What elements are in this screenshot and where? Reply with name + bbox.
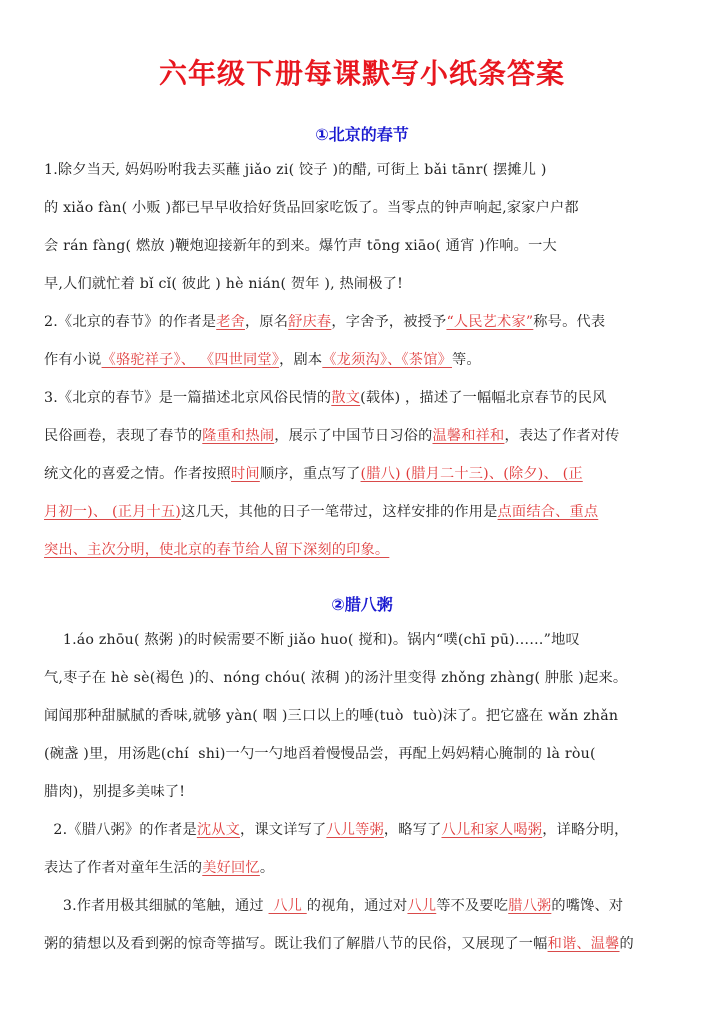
text: jiǎo zi( 饺子 )的醋, 可街上 bǎi tānr( 摆摊儿 ) — [244, 162, 547, 178]
s2-q1-line1 — [44, 630, 684, 650]
answer: 突出、主次分明，使北京的春节给人留下深刻的印象。 — [44, 542, 390, 558]
s1-q3-line5 — [44, 540, 684, 560]
text: 民俗画卷，表现了春节的 — [44, 428, 203, 444]
text: ，课文详写了 — [240, 822, 327, 838]
answer: 和谐、温馨 — [547, 936, 620, 952]
text: 早,人们就忙着 bǐ cǐ( 彼此 ) hè nián( 贺年 ), 热闹极了! — [44, 276, 403, 292]
text: ，表达了作者对传 — [504, 428, 620, 444]
text: 3.《北京的春节》是一篇描述北京风俗民情的 — [44, 390, 332, 406]
s1-q1-line4 — [44, 274, 684, 294]
section-heading-laba-porridge: ②腊八粥 — [331, 595, 393, 614]
answer: 温馨和祥和 — [432, 428, 505, 444]
s1-q3-line3 — [44, 464, 684, 484]
answer: 八儿和家人喝粥 — [441, 822, 543, 838]
text: 。 — [259, 860, 275, 876]
answer: 散文 — [331, 390, 361, 406]
text: 粥的猜想以及看到粥的惊奇等描写。既让我们了解腊八节的民俗，又展现了一幅 — [44, 936, 548, 952]
s2-q3-line2 — [44, 934, 684, 954]
text: 2.《北京的春节》的作者是 — [44, 314, 217, 330]
text: 统文化的喜爱之情。作者按照 — [44, 466, 232, 482]
text: 1.除夕当天, 妈妈吩咐我去买蘸 — [44, 162, 245, 178]
text: 称号。代表 — [533, 314, 606, 330]
answer: 八儿 — [407, 898, 437, 914]
section-heading-beijing-spring-festival: ①北京的春节 — [315, 125, 409, 144]
text: 等。 — [451, 352, 481, 368]
s1-q3-line4 — [44, 502, 684, 522]
s1-q1-line1 — [44, 160, 684, 180]
answer: 隆重和热闹 — [202, 428, 275, 444]
s1-q3-line2 — [44, 426, 684, 446]
text: 的 — [619, 936, 634, 952]
s2-q1-line2 — [44, 668, 684, 688]
s2-q2-line2 — [44, 858, 684, 878]
text: 2.《腊八粥》的作者是 — [44, 822, 197, 838]
answer: 时间 — [231, 466, 260, 482]
s1-q3-line1 — [44, 388, 684, 408]
text: ，字舍予，被授予 — [331, 314, 447, 330]
s2-q1-line3 — [44, 706, 684, 726]
text: ，展示了中国节日习俗的 — [274, 428, 433, 444]
text: ，详略分明， — [542, 822, 629, 838]
text: 等不及要吃 — [436, 898, 509, 914]
text: 腊肉)，别提多美味了! — [44, 784, 186, 800]
text: 3.作者用极其细腻的笔触，通过 — [44, 898, 269, 914]
text: (载体) ，描述了一幅幅北京春节的民风 — [360, 390, 607, 406]
answer: 八儿等粥 — [326, 822, 384, 838]
s2-q2-line1 — [44, 820, 684, 840]
s1-q1-line3 — [44, 236, 684, 256]
s2-q1-line4 — [44, 744, 684, 764]
text: 会 rán fàng( 燃放 )鞭炮迎接新年的到来。爆竹声 tōng xiāo( 通宵 )作响。一大 — [44, 238, 557, 254]
s1-q2-line2 — [44, 350, 684, 370]
answer: “人民艺术家” — [446, 314, 534, 330]
s1-q1-line2 — [44, 198, 684, 218]
s2-q1-line5 — [44, 782, 684, 802]
text: (碗盏 )里，用汤匙(chí shi)一勺一勺地舀着慢慢品尝，再配上妈妈精心腌制的 là ròu( — [44, 746, 596, 762]
text: 闻闻那种甜腻腻的香味,就够 yàn( 咽 )三口以上的唾(tuò tuò)沫了。把它盛在 wǎn zhǎn — [44, 708, 619, 724]
answer: (腊八) (腊月二十三)、(除夕)、 (正 — [360, 466, 583, 482]
answer: 老舍 — [216, 314, 245, 330]
document-title: 六年级下册每课默写小纸条答案 — [158, 57, 565, 90]
text: 这几天，其他的日子一笔带过，这样安排的作用是 — [181, 504, 498, 520]
answer: 《龙须沟》、《茶馆》 — [322, 352, 452, 368]
answer: 月初一)、 (正月十五) — [44, 504, 182, 520]
text: 作有小说 — [44, 352, 102, 368]
text: 的 xiǎo fàn( 小贩 )都已早早收拾好货品回家吃饭了。当零点的钟声响起,家家户户都 — [44, 200, 579, 216]
text: ，略写了 — [383, 822, 442, 838]
text: 表达了作者对童年生活的 — [44, 860, 203, 876]
text: 1.áo zhōu( 熬粥 )的时候需要不断 jiǎo huo( 搅和)。锅内“噗(chī pū)……”地叹 — [44, 632, 580, 648]
answer: 点面结合、重点 — [497, 504, 599, 520]
text: 的视角，通过对 — [306, 898, 408, 914]
answer: 《骆驼祥子》、 《四世同堂》 — [101, 352, 280, 368]
answer: 八儿 — [268, 898, 307, 914]
text: 的嘴馋、对 — [551, 898, 624, 914]
answer: 沈从文 — [196, 822, 241, 838]
answer: 舒庆春 — [288, 314, 332, 330]
s2-q3-line1 — [44, 896, 684, 916]
text: 气,枣子在 hè sè(褐色 )的、nóng chóu( 浓稠 )的汤汁里变得 zhǒng zhàng( 肿胀 )起来。 — [44, 670, 628, 686]
text: ，剧本 — [279, 352, 323, 368]
answer: 腊八粥 — [508, 898, 552, 914]
text: 顺序，重点写了 — [259, 466, 361, 482]
text: ，原名 — [244, 314, 289, 330]
s1-q2-line1 — [44, 312, 684, 332]
answer: 美好回忆 — [202, 860, 260, 876]
